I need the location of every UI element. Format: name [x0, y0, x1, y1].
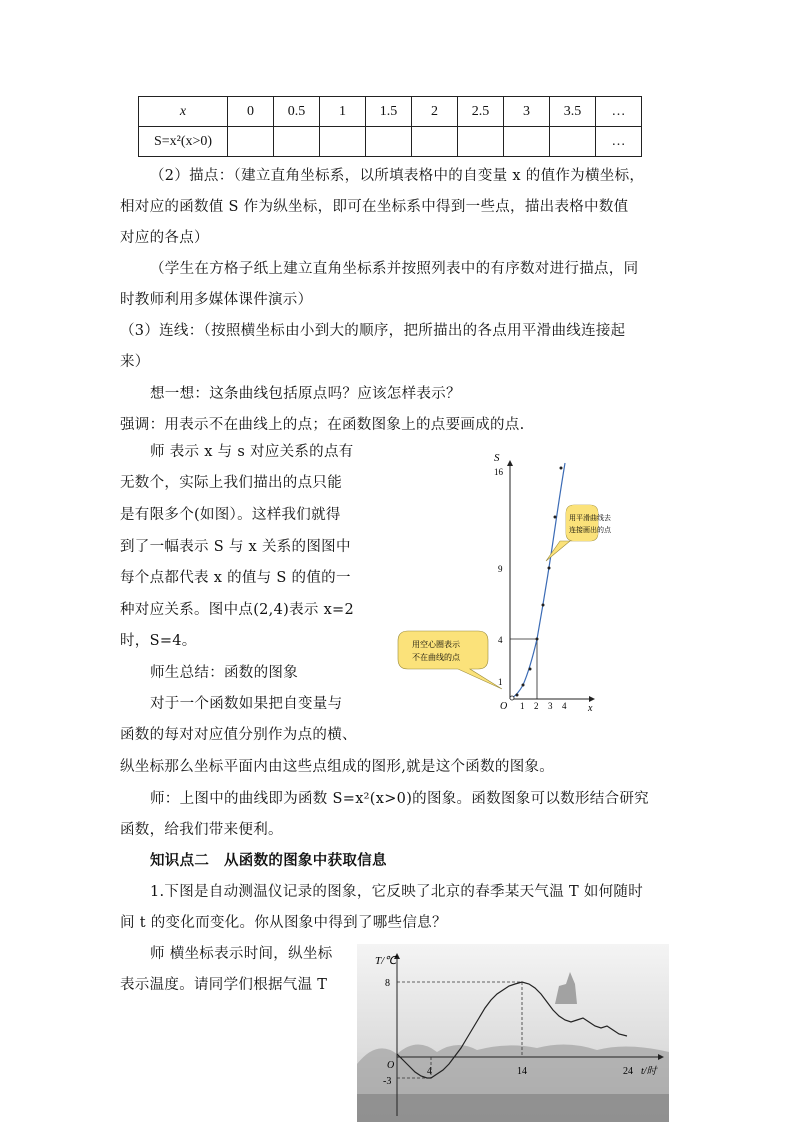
callout-text: 用平滑曲线去: [569, 514, 611, 522]
table-cell: …: [596, 97, 642, 127]
x-tick-label: 1: [520, 701, 525, 711]
x-axis-label: x: [588, 703, 593, 714]
paragraph-line: 对应的各点）: [120, 230, 209, 246]
x-axis-label: t/时: [641, 1066, 657, 1077]
parabola-curve: [512, 463, 565, 698]
y-tick-label: 9: [498, 564, 503, 574]
callout-text: 不在曲线的点: [412, 653, 460, 662]
table-cell: 1: [320, 97, 366, 127]
paragraph-line: 纵坐标那么坐标平面内由这些点组成的图形,就是这个函数的图象。: [120, 759, 555, 775]
table-cell-empty: [550, 127, 596, 157]
value-table: [138, 96, 642, 157]
callout-fill: [566, 505, 598, 541]
paragraph-line: 师 横坐标表示时间，纵坐标: [150, 946, 333, 962]
paragraph-line: 1.下图是自动测温仪记录的图象，它反映了北京的春季某天气温 T 如何随时: [150, 884, 644, 900]
y-tick-label: 16: [494, 467, 503, 477]
temperature-graph: [357, 944, 669, 1122]
x-tick-label: 2: [534, 701, 539, 711]
table-cell: 3.5: [550, 97, 596, 127]
table-header-s: S=x²(x>0): [139, 127, 228, 157]
table-cell-empty: [458, 127, 504, 157]
table-cell-empty: [320, 127, 366, 157]
x-tick-label: 4: [427, 1066, 432, 1077]
paragraph-line: 来）: [120, 354, 150, 370]
y-axis-label: T/℃: [375, 955, 397, 967]
paragraph-line: 想一想：这条曲线包括原点吗？应该怎样表示？: [150, 386, 461, 402]
paragraph-line: （3）连线：（按照横坐标由小到大的顺序，把所描出的各点用平滑曲线连接起: [120, 323, 626, 339]
paragraph-line: 师生总结：函数的图象: [150, 665, 298, 681]
table-cell: …: [596, 127, 642, 157]
table-cell: 3: [504, 97, 550, 127]
plot-point: [548, 567, 551, 570]
plot-point: [554, 516, 557, 519]
y-axis-label: S: [494, 452, 500, 464]
table-cell-empty: [504, 127, 550, 157]
ground-band: [357, 1094, 669, 1122]
x-tick-label: 4: [562, 701, 567, 711]
plot-point: [542, 604, 545, 607]
paragraph-line: 无数个，实际上我们描出的点只能: [120, 475, 342, 491]
paragraph-line: 时教师利用多媒体课件演示）: [120, 292, 313, 308]
table-cell-empty: [274, 127, 320, 157]
plot-point: [516, 694, 519, 697]
open-circle-origin: [510, 696, 514, 700]
table-header-x: x: [139, 97, 228, 127]
plot-point: [522, 684, 525, 687]
paragraph-line: 到了一幅表示 S 与 x 关系的图图中: [120, 539, 351, 555]
parabola-graph: [398, 447, 611, 715]
paragraph-line: 相对应的函数值 S 作为纵坐标，即可在坐标系中得到一些点，描出表格中数值: [120, 199, 629, 215]
paragraph-line: 对于一个函数如果把自变量与: [150, 696, 343, 712]
table-cell: 0: [228, 97, 274, 127]
table-cell: 2.5: [458, 97, 504, 127]
paragraph-line: （学生在方格子纸上建立直角坐标系并按照列表中的有序数对进行描点，同: [150, 261, 639, 277]
plot-point: [529, 668, 532, 671]
section-heading: 知识点二 从函数的图象中获取信息: [150, 852, 387, 869]
paragraph-line: 表示温度。请同学们根据气温 T: [120, 977, 328, 993]
paragraph-line: 函数，给我们带来便利。: [120, 822, 283, 838]
plot-point: [560, 467, 563, 470]
origin-label: O: [500, 701, 508, 712]
paragraph-line: 时，S=4。: [120, 633, 197, 649]
paragraph-line: 函数的每对对应值分别作为点的横、: [120, 727, 357, 743]
y-tick-label: 4: [498, 635, 503, 645]
callout-text: 用空心圈表示: [412, 640, 460, 649]
y-tick-label: -3: [383, 1076, 392, 1087]
paragraph-line: 师：上图中的曲线即为函数 S=x²(x>0)的图象。函数图象可以数形结合研究: [150, 791, 649, 807]
x-tick-label: 14: [517, 1066, 527, 1077]
table-row-x: [139, 97, 642, 127]
y-tick-label: 1: [498, 677, 503, 687]
paragraph-line: （2）描点：（建立直角坐标系，以所填表格中的自变量 x 的值作为横坐标，: [150, 168, 645, 184]
table-cell-empty: [228, 127, 274, 157]
table-row-s: [139, 127, 642, 157]
x-tick-label: 3: [548, 701, 553, 711]
paragraph-line: 每个点都代表 x 的值与 S 的值的一: [120, 570, 351, 586]
paragraph-line: 种对应关系。图中点(2,4)表示 x=2: [120, 602, 355, 618]
y-tick-label: 8: [385, 978, 390, 989]
plot-point: [536, 638, 539, 641]
paragraph-line: 间 t 的变化而变化。你从图象中得到了哪些信息？: [120, 915, 447, 931]
table-cell: 1.5: [366, 97, 412, 127]
table-cell-empty: [412, 127, 458, 157]
callout-text: 连接画出的点: [569, 526, 611, 534]
origin-label: O: [387, 1060, 395, 1071]
paragraph-line: 强调：用表示不在曲线上的点；在函数图象上的点要画成的点.: [120, 417, 525, 433]
table-cell: 0.5: [274, 97, 320, 127]
paragraph-line: 师 表示 x 与 s 对应关系的点有: [150, 444, 354, 460]
table-cell: 2: [412, 97, 458, 127]
paragraph-line: 是有限多个(如图）。这样我们就得: [120, 507, 341, 523]
x-tick-label: 24: [623, 1066, 633, 1077]
table-cell-empty: [366, 127, 412, 157]
